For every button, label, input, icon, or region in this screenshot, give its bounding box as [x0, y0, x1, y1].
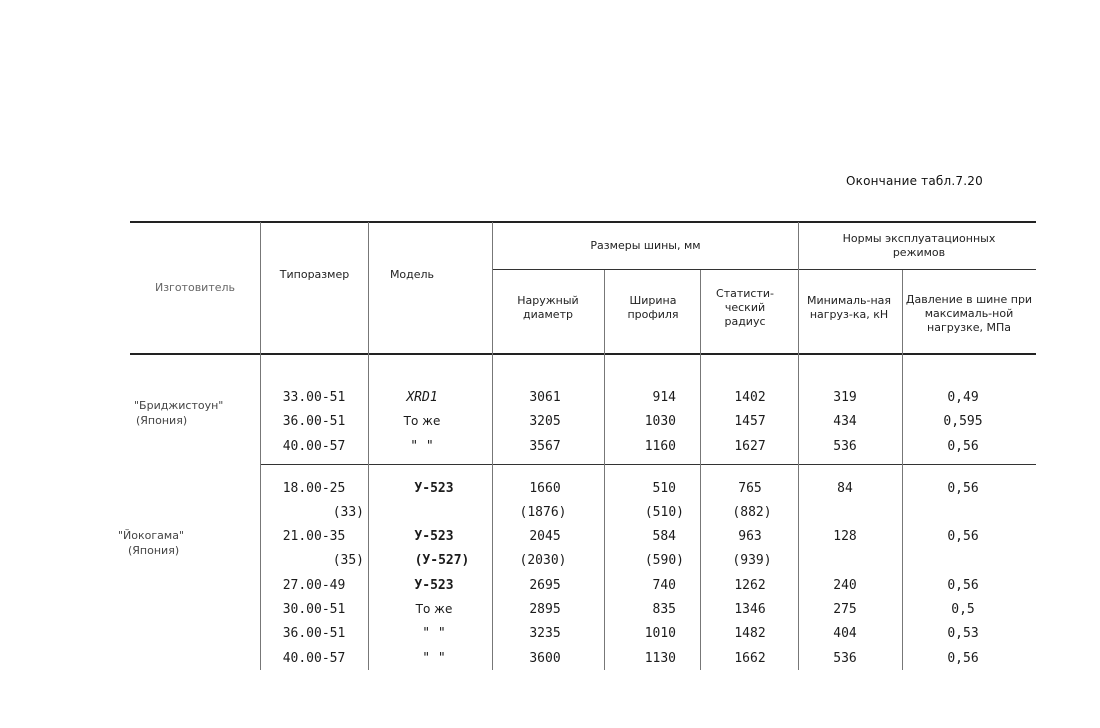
cell-radius: 963 [738, 528, 762, 544]
cell-diameter: (2030) [519, 552, 567, 568]
cell-model: XRD1 [406, 389, 438, 405]
cell-pressure: 0,56 [947, 438, 979, 454]
cell-load: 536 [833, 650, 857, 666]
cell-load: 319 [833, 389, 857, 405]
cell-load: 128 [833, 528, 857, 544]
cell-diameter: 3235 [529, 625, 561, 641]
cell-size: 40.00-57 [282, 650, 346, 666]
cell-diameter: 3061 [529, 389, 561, 405]
cell-model: (У-527) [414, 552, 470, 568]
cell-size: 27.00-49 [282, 577, 346, 593]
cell-width: 914 [652, 389, 676, 405]
cell-pressure: 0,56 [947, 480, 979, 496]
cell-diameter: 2895 [529, 601, 561, 617]
cell-width: 1010 [644, 625, 676, 641]
cell-width: 1130 [644, 650, 676, 666]
cell-diameter: 3567 [529, 438, 561, 454]
cell-load: 536 [833, 438, 857, 454]
cell-width: 510 [652, 480, 676, 496]
cell-diameter: (1876) [519, 504, 567, 520]
cell-width: 835 [652, 601, 676, 617]
col-divider-7 [902, 270, 903, 670]
header-min-load: Минималь-ная нагруз-ка, кН [806, 294, 892, 321]
cell-radius: 1346 [734, 601, 766, 617]
cell-pressure: 0,56 [947, 577, 979, 593]
cell-pressure: 0,5 [951, 601, 975, 617]
cell-diameter: 2695 [529, 577, 561, 593]
cell-model: То же [415, 601, 453, 616]
cell-width: 1160 [644, 438, 676, 454]
cell-radius: 1482 [734, 625, 766, 641]
cell-pressure: 0,56 [947, 650, 979, 666]
col-divider-5 [700, 270, 701, 670]
cell-model: То же [403, 413, 441, 428]
cell-load [810, 504, 880, 520]
cell-model: " " [422, 650, 446, 666]
cell-size: 30.00-51 [282, 601, 346, 617]
cell-radius: 1402 [734, 389, 766, 405]
col-divider-3 [492, 222, 493, 670]
header-profile-width: Ширина профиля [627, 294, 679, 321]
manufacturer-bridgestone: "Бриджистоун" (Япония) [134, 399, 224, 427]
cell-load: 275 [833, 601, 857, 617]
cell-diameter: 3600 [529, 650, 561, 666]
cell-size: 21.00-35 [282, 528, 346, 544]
cell-model: " " [422, 625, 446, 641]
cell-load: 84 [837, 480, 853, 496]
group-separator-rule [260, 464, 1036, 465]
cell-radius: 1262 [734, 577, 766, 593]
cell-diameter: 3205 [529, 413, 561, 429]
cell-pressure: 0,56 [947, 528, 979, 544]
cell-model: У-523 [414, 480, 454, 496]
cell-size: 33.00-51 [282, 389, 346, 405]
cell-load: 240 [833, 577, 857, 593]
cell-width: 740 [652, 577, 676, 593]
cell-model: " " [410, 438, 434, 454]
cell-size: 40.00-57 [282, 438, 346, 454]
cell-radius: (882) [732, 504, 772, 520]
header-bottom-rule [130, 353, 1036, 355]
header-tire-dims: Размеры шины, мм [590, 238, 701, 252]
cell-load: 404 [833, 625, 857, 641]
cell-radius: 1662 [734, 650, 766, 666]
cell-load [810, 552, 880, 568]
header-manufacturer: Изготовитель [154, 280, 236, 294]
cell-width: (510) [644, 504, 684, 520]
cell-width: 1030 [644, 413, 676, 429]
cell-pressure [926, 504, 1000, 520]
cell-load: 434 [833, 413, 857, 429]
cell-width: (590) [644, 552, 684, 568]
cell-size: (35) [332, 552, 364, 568]
cell-size: (33) [332, 504, 364, 520]
col-divider-4 [604, 270, 605, 670]
cell-width: 584 [652, 528, 676, 544]
cell-size: 36.00-51 [282, 625, 346, 641]
cell-radius: 765 [738, 480, 762, 496]
cell-model: У-523 [414, 528, 454, 544]
table-caption: Окончание табл.7.20 [846, 174, 983, 188]
cell-size: 36.00-51 [282, 413, 346, 429]
cell-pressure [926, 552, 1000, 568]
cell-model [396, 504, 472, 520]
header-norms: Нормы эксплуатационных режимов [842, 232, 996, 259]
cell-radius: (939) [732, 552, 772, 568]
cell-pressure: 0,53 [947, 625, 979, 641]
cell-diameter: 1660 [529, 480, 561, 496]
header-outer-diameter: Наружный диаметр [517, 294, 579, 321]
cell-radius: 1457 [734, 413, 766, 429]
cell-pressure: 0,49 [947, 389, 979, 405]
cell-pressure: 0,595 [943, 413, 983, 429]
cell-model: У-523 [414, 577, 454, 593]
cell-size: 18.00-25 [282, 480, 346, 496]
cell-radius: 1627 [734, 438, 766, 454]
manufacturer-yokohama: "Йокогама" (Япония) [118, 529, 185, 557]
header-sub-rule [492, 269, 1036, 270]
header-size: Типоразмер [279, 267, 350, 281]
header-model: Модель [389, 267, 435, 281]
header-pressure: Давление в шине при максималь-ной нагрузке, МПа [905, 293, 1033, 334]
cell-diameter: 2045 [529, 528, 561, 544]
col-divider-6 [798, 222, 799, 670]
header-static-radius: Статисти-ческий радиус [716, 287, 774, 328]
